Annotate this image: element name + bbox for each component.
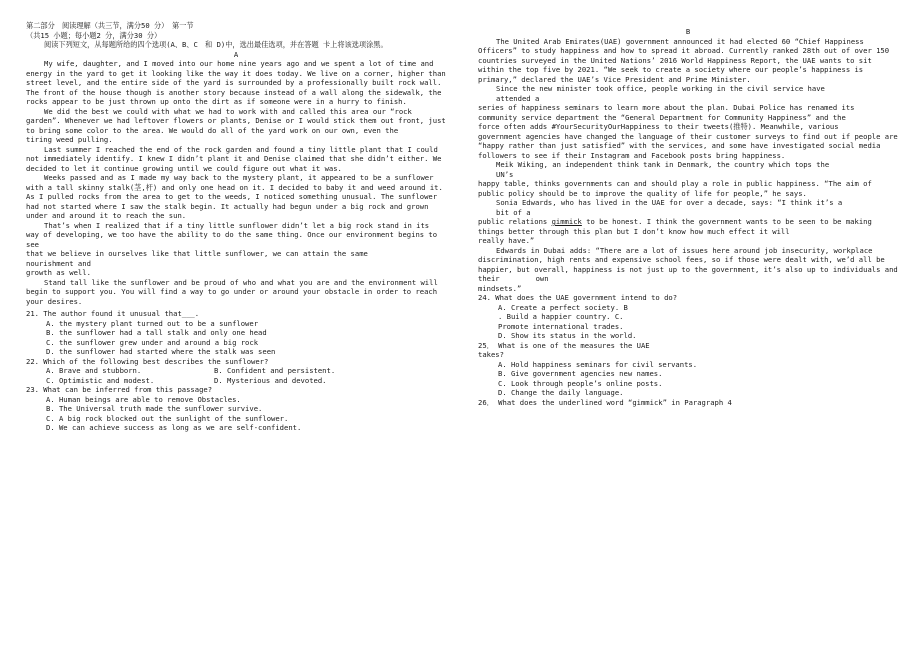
passage-a-paragraph-4: Weeks passed and as I made my way back to the mystery plant, it appeared to be a sunflower with a tall skinny stalk(茎,杆) and only one head on it. I decided to baby it and weed around it. As I pulled rocks from the area to get to the weeds, I noticed something unusual. The sunflower had not started where I saw the stalk begin. It actually had begun under a big rock and grown under and around it to reach the sun. — [26, 173, 443, 220]
right-column — [478, 27, 898, 407]
question-24-option-d: D. Show its status in the world. — [498, 331, 637, 340]
passage-b-paragraph-5-line-5: really have.” — [478, 236, 535, 245]
section-subheader: （共15 小题；每小题2 分，满分30 分） — [26, 30, 162, 40]
question-25-option-d: D. Change the daily language. — [498, 388, 624, 397]
passage-a-paragraph-5-cont-2: nourishment and — [26, 258, 91, 268]
passage-a-paragraph-5-cont-1: that we believe in ourselves like that little sunflower, we can attain the same — [26, 249, 368, 258]
passage-b-paragraph-6: Edwards in Dubai adds: “There are a lot of issues here around job insecurity, workplace discrimination, high rents and expensive school fees, so if those were dealt with, we’d all be happier, but overall, happiness is not just up to the government, it’s also up to individuals and — [478, 245, 898, 274]
question-22-option-a: A. Brave and stubborn. — [46, 366, 142, 375]
question-26-stem: 26． What does the underlined word “gimmick” in Paragraph 4 — [478, 397, 732, 407]
question-23-option-c: C. A big rock blocked out the sunlight of the sunflower. — [46, 413, 289, 423]
passage-b-paragraph-3: government agencies have changed the language of their customer surveys to find out if people are “happy rather than just satisfied” with the services, and some have investigated social media followers to see if their Instagram and Facebook posts bring happiness. — [478, 131, 898, 160]
passage-a-paragraph-5: That’s when I realized that if a tiny little sunflower didn’t let a big rock stand in its way of developing, we too have the ability to do the same thing. Once our environment begins to see — [26, 220, 438, 249]
passage-a-paragraph-2: We did the best we could with what we had to work with and called this area our “rock garden”. Whenever we had leftover flowers or plants, Denise or I would stick them out front, just to bring some color to the area. We would do all of the yard work on our own, even the — [26, 106, 446, 135]
passage-a-paragraph-6: Stand tall like the sunflower and be proud of who and what you are and the environment will begin to support you. You will find a way to go under or around your obstacle in order to reach your desires. — [26, 277, 438, 306]
passage-b-paragraph-2-line-4: community service department the “General Department for Community Happiness” and the — [478, 112, 846, 122]
question-23-option-b: B. The Universal truth made the sunflower survive. — [46, 404, 263, 413]
passage-b-paragraph-2-line-5: force often adds #YourSecurityOurHappiness to their tweets(推特). Meanwhile, various — [478, 122, 839, 131]
question-24-option-a: A. Create a perfect society. B — [498, 302, 628, 312]
question-22-option-b: B. Confident and persistent. — [214, 366, 336, 375]
question-24-stem: 24. What does the UAE government intend to do? — [478, 293, 678, 302]
question-21-option-a: A. the mystery plant turned out to be a sunflower — [46, 318, 259, 328]
passage-b-paragraph-6-line-2: their own — [478, 274, 549, 283]
question-21-option-c: C. the sunflower grew under and around a big rock — [46, 337, 259, 347]
question-25-option-b: B. Give government agencies new names. — [498, 369, 663, 378]
passage-a-paragraph-3: Last summer I reached the end of the rock garden and found a tiny little plant that I could not immediately identify. I knew I didn’t plant it and Denise claimed that she didn’t either. We decided to let it continue growing until we could figure out what it was. — [26, 144, 442, 173]
section-header: 第二部分 阅读理解（共三节，满分50 分） 第一节 — [26, 21, 194, 30]
passage-b-text: public relations — [478, 217, 552, 226]
passage-b-paragraph-4-line-2: UN’s — [496, 169, 514, 179]
question-22-option-d: D. Mysterious and devoted. — [214, 375, 327, 385]
question-22-stem: 22. Which of the following best describes the sunflower? — [26, 356, 269, 366]
question-23-option-a: A. Human beings are able to remove Obstacles. — [46, 394, 241, 404]
question-24-option-b: . Build a happier country. C. — [498, 312, 624, 321]
passage-a-paragraph-1: My wife, daughter, and I moved into our home nine years ago and we spent a lot of time and energy in the yard to get it looking like the way it does today. We live on a corner, higher than street level, and the entire side of the yard is surrounded by a professionally built rock wall. The front of the house though is another story because instead of a wall along the sidewalk, the — [26, 59, 446, 97]
passage-a-title: A — [233, 49, 239, 59]
question-25-option-a: A. Hold happiness seminars for civil servants. — [498, 359, 698, 369]
passage-b-paragraph-5: Sonia Edwards, who has lived in the UAE for over a decade, says: “I think it’s a — [496, 198, 843, 207]
passage-b-title: B — [685, 27, 691, 36]
question-24-option-c: Promote international trades. — [498, 321, 624, 331]
question-22-row-2 — [26, 376, 446, 386]
question-21-stem: 21. The author found it unusual that___. — [26, 309, 200, 318]
instruction-text: 阅读下列短文，从每题所给的四个选项(A、B、C 和 D)中，选出最佳选项，并在答题 卡上将该选项涂黑。 — [44, 40, 388, 49]
passage-a-paragraph-2-cont: tiring weed pulling. — [26, 135, 113, 144]
passage-b-paragraph-6-line-3: mindsets.” — [478, 283, 522, 293]
question-23-stem: 23. What can be inferred from this passage? — [26, 385, 213, 394]
passage-b-paragraph-4: Meik Wiking, an independent think tank in Denmark, the country which tops the — [496, 160, 830, 169]
question-22-option-c: C. Optimistic and modest. — [46, 375, 155, 385]
passage-b-text: to be honest. I think the government wants to be seen to be making — [581, 217, 872, 226]
passage-a-paragraph-1-cont: rocks appear to be just thrown up onto the dirt as if someone were in a hurry to finish. — [26, 97, 407, 106]
passage-b-paragraph-5-cont — [478, 217, 898, 227]
passage-b-paragraph-2-line-2: attended a — [496, 93, 540, 103]
passage-b-paragraph-1: The United Arab Emirates(UAE) government announced it had elected 60 “Chief Happiness Officers” to study happiness and how to spread it abroad. Currently ranked 28th out of over 150 — [478, 36, 890, 55]
question-21-option-d: D. the sunflower had started where the stalk was seen — [46, 347, 276, 356]
underlined-word-gimmick: gimmick — [551, 217, 582, 226]
passage-b-paragraph-1-cont: countries surveyed in the United Nations’ 2016 World Happiness Report, the UAE wants to sit within the top five by 2021. “We seek to create a society where our people’s happiness is primary,” declared the UAE’s Vice President and Prime Minister. — [478, 55, 872, 84]
passage-b-paragraph-2: Since the new minister took office, people working in the civil service have — [496, 84, 825, 93]
question-23-option-d: D. We can achieve success as long as we are self-confident. — [46, 423, 302, 432]
question-21-option-b: B. the sunflower had a tall stalk and only one head — [46, 328, 267, 337]
passage-b-paragraph-5-line-4: things better through this plan but I don’t know how much effect it will — [478, 226, 790, 236]
question-25-stem: 25． What is one of the measures the UAE — [478, 340, 650, 350]
question-25-option-c: C. Look through people’s online posts. — [498, 378, 663, 388]
question-22-row-1 — [26, 366, 446, 376]
passage-b-paragraph-2-line-3: series of happiness seminars to learn more about the plan. Dubai Police has renamed its — [478, 103, 855, 112]
passage-b-paragraph-4-cont: happy table, thinks governments can and should play a role in public happiness. “The aim of public policy should be to improve the quality of life for people,” he says. — [478, 179, 872, 198]
passage-a-paragraph-5-cont-3: growth as well. — [26, 268, 91, 277]
question-25-stem-cont: takes? — [478, 350, 504, 359]
passage-b-paragraph-5-line-2: bit of a — [496, 207, 531, 217]
left-column — [26, 21, 446, 433]
